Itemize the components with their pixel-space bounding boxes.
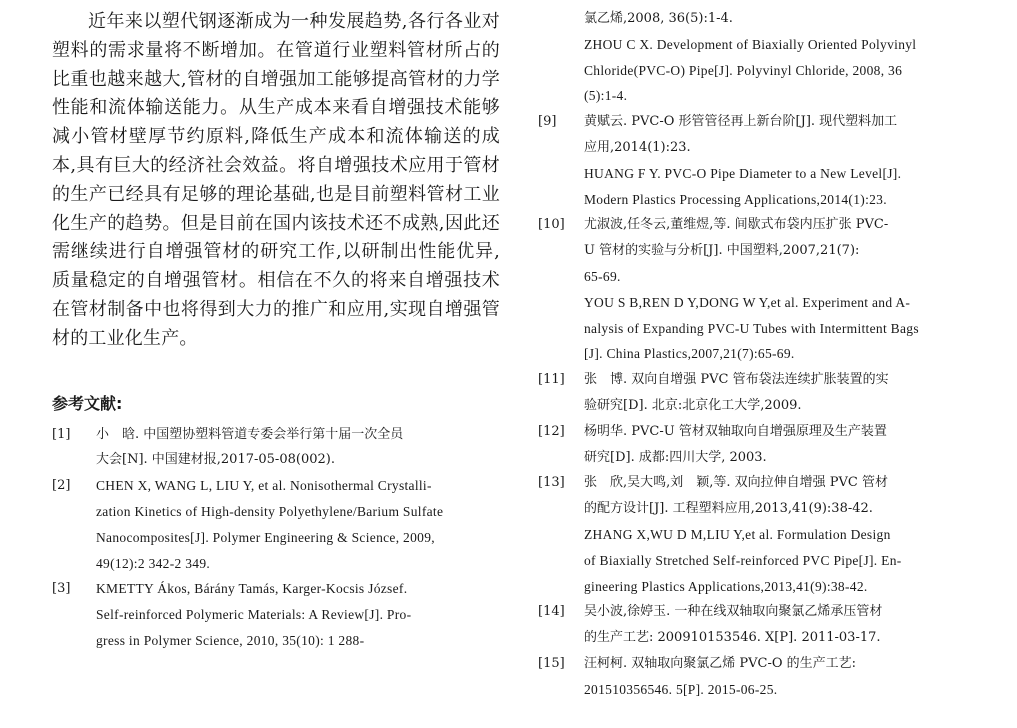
reference-number: [10]	[538, 217, 565, 233]
reference-number: [12]	[538, 423, 565, 439]
reference-line: of Biaxially Stretched Self-reinforced PVC Pipe[J]. En-	[584, 552, 902, 568]
references-heading: 参考文献:	[52, 393, 123, 413]
reference-line: U 管材的实验与分析[J]. 中国塑料,2007,21(7):	[584, 243, 860, 259]
reference-item	[538, 599, 986, 651]
reference-line: ZHOU C X. Development of Biaxially Oriented Polyvinyl	[584, 36, 917, 52]
reference-line: 65-69.	[584, 268, 621, 284]
reference-line: 张 博. 双向自增强 PVC 管布袋法连续扩胀装置的实	[584, 372, 889, 388]
reference-number: [11]	[538, 372, 565, 388]
reference-line: gress in Polymer Science, 2010, 35(10): 1 288-	[96, 632, 365, 648]
reference-line: 大会[N]. 中国建材报,2017-05-08(002).	[96, 452, 335, 468]
reference-item	[52, 422, 500, 474]
reference-line: 49(12):2 342-2 349.	[96, 555, 211, 571]
reference-line: 氯乙烯,2008, 36(5):1-4.	[584, 11, 733, 26]
reference-line: 吴小波,徐婷玉. 一种在线双轴取向聚氯乙烯承压管材	[584, 604, 883, 620]
reference-line: 杨明华. PVC-U 管材双轴取向自增强原理及生产装置	[584, 423, 887, 439]
reference-number: [2]	[52, 478, 71, 494]
reference-item	[538, 212, 986, 367]
reference-number: [3]	[52, 581, 71, 597]
reference-line: gineering Plastics Applications,2013,41(9):38-42.	[584, 578, 868, 594]
reference-item	[538, 419, 986, 471]
left-column	[52, 8, 500, 654]
reference-line: 张 欣,吴大鸣,刘 颖,等. 双向拉伸自增强 PVC 管材	[584, 475, 889, 491]
reference-line: zation Kinetics of High-density Polyethylene/Barium Sulfate	[96, 503, 444, 519]
reference-line: Chloride(PVC-O) Pipe[J]. Polyvinyl Chloride, 2008, 36	[584, 62, 903, 78]
reference-line: ZHANG X,WU D M,LIU Y,et al. Formulation Design	[584, 526, 891, 542]
reference-line: CHEN X, WANG L, LIU Y, et al. Nonisothermal Crystalli-	[96, 478, 432, 494]
reference-line: 的生产工艺: 200910153546. X[P]. 2011-03-17.	[584, 630, 881, 646]
reference-8-continuation	[538, 6, 986, 109]
reference-line: [J]. China Plastics,2007,21(7):65-69.	[584, 346, 795, 362]
reference-line: Nanocomposites[J]. Polymer Engineering & Science, 2009,	[96, 529, 435, 545]
reference-line: Self-reinforced Polymeric Materials: A Review[J]. Pro-	[96, 607, 412, 623]
reference-line: (5):1-4.	[584, 88, 628, 104]
reference-line: 尤淑波,任冬云,董维煜,等. 间歇式布袋内压扩张 PVC-	[584, 217, 889, 233]
reference-line: 黄赋云. PVC-O 形管管径再上新台阶[J]. 现代塑料加工	[584, 114, 898, 130]
right-column	[538, 6, 986, 703]
reference-line: YOU S B,REN D Y,DONG W Y,et al. Experiment and A-	[584, 294, 911, 310]
reference-line: 应用,2014(1):23.	[584, 139, 691, 155]
reference-number: [14]	[538, 604, 565, 620]
reference-line: Modern Plastics Processing Applications,2014(1):23.	[584, 191, 887, 207]
reference-item	[52, 473, 500, 576]
reference-line: 研究[D]. 成都:四川大学, 2003.	[584, 449, 767, 465]
reference-item	[52, 576, 500, 653]
reference-number: [1]	[52, 426, 71, 442]
reference-line: 201510356546. 5[P]. 2015-06-25.	[584, 681, 778, 697]
reference-item	[538, 651, 986, 703]
reference-line: nalysis of Expanding PVC-U Tubes with Intermittent Bags	[584, 320, 919, 336]
reference-item	[538, 109, 986, 212]
reference-list-left	[52, 422, 500, 654]
reference-line: KMETTY Ákos, Bárány Tamás, Karger-Kocsis József.	[96, 581, 408, 597]
conclusion-paragraph: 近年来以塑代钢逐渐成为一种发展趋势,各行各业对塑料的需求量将不断增加。在管道行业塑料管材所占的比重也越来越大,管材的自增强加工能够提高管材的力学性能和流体输送能力。从生产成本来看自增强技术能够减小管材壁厚节约原料,降低生产成本和流体输送的成本,具有巨大的经济社会效益。将自增强技术应用于管材的生产已经具有足够的理论基础,也是目前塑料管材工业化生产的趋势。但是目前在国内该技术还不成熟,因此还需继续进行自增强管材的研究工作,以研制出性能优异,质量稳定的自增强管材。相信在不久的将来自增强技术在管材制备中也将得到大力的推广和应用,实现自增强管材的工业化生产。	[52, 11, 500, 349]
reference-number: [15]	[538, 655, 565, 671]
reference-item	[538, 470, 986, 599]
reference-line: 验研究[D]. 北京:北京化工大学,2009.	[584, 397, 802, 413]
reference-line: 小 晗. 中国塑协塑料管道专委会举行第十届一次全员	[96, 426, 404, 442]
reference-line: 的配方设计[J]. 工程塑料应用,2013,41(9):38-42.	[584, 501, 873, 517]
reference-list-right	[538, 109, 986, 702]
reference-item	[538, 367, 986, 419]
reference-line: HUANG F Y. PVC-O Pipe Diameter to a New Level[J].	[584, 165, 902, 181]
reference-number: [13]	[538, 475, 565, 491]
reference-line: 汪柯柯. 双轴取向聚氯乙烯 PVC-O 的生产工艺:	[584, 655, 857, 671]
reference-number: [9]	[538, 114, 557, 130]
